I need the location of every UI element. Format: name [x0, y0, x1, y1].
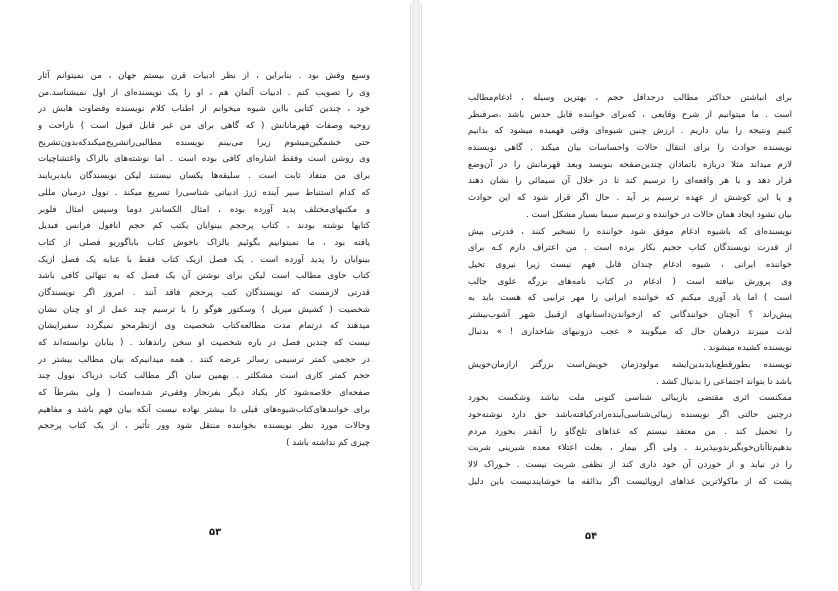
text-line: یافته بود ، ما نمیتوانیم بگوئیم بالزاک باخوش کتاب باباگوریو فصلی از کتاب [38, 237, 370, 248]
text-line: در حجمی کمتر ترسیمی رسائر عرضه کنند . همه میدانیم‌که بیان مطالب بیشتر در [38, 354, 370, 365]
text-line: درچنین حالتی اگر نویسنده زیبائی‌شناسی‌آینده‌را‌درکیافته‌باشد حق دارد نوشته‌خود [468, 410, 792, 421]
text-line: وحالات مورد نظر نویسنده بخواننده منتقل شود وور تأثیر ، از یک کتاب پرحجم [38, 421, 370, 432]
text-line: از قدرت نویسندگان کتاب حجیم بکار برده است . من اعتراف دارم کـه برای [468, 243, 792, 254]
text-line: حتی خشمگین‌میشوم زیرا می‌بینم نویسنده مطالبی‌را‌تشریح‌میکند‌که‌بدون‌تشریح [38, 137, 370, 148]
text-line: نویسنده حوادث را برای انتقال حالات واحساسات بیان میکند . گاهی نویسنده [468, 143, 792, 154]
text-line: است ) اما یاد آوری میکنم که خواننده ایرانی را مهر ترابیی که هست باید به [468, 293, 792, 304]
left-page [4, 4, 411, 586]
text-line: نویسنده‌ای که باشیوه ادغام موفق شود خواننده را تسخیر کنند ، قدرتی بیش [468, 226, 792, 237]
text-line: و مکتبهای‌مختلف پدید آورده بوده ، امثال الکساندر دوما وسپس امثال فلوبر [38, 204, 370, 215]
text-line: وی را تصویب کنم . ادبیات آلمان هم ، او را یک نویسنده‌ای از اول نمیشناسد.من [38, 87, 370, 98]
text-line: قرار دهد و یا هر واقعه‌ای را ترسیم کند تا در خلال آن سیمائی را نشان دهند [468, 176, 792, 187]
text-line: صفحه‌ای خلاصه‌شود کار یکباد دیگر بفرنجار وفقی‌تر شده‌است ( ولی بشرطآ که [38, 388, 370, 399]
text-line: وی روشن است وفقط اشاره‌ای کافی بوده است . اما نوشته‌های بالزاک واغتشاچیات [38, 154, 370, 165]
text-line: میدهند که درتمام مدت مطالعه‌کتاب شخصیت وی ازنظرمحو نمیگردد سفیرایشان [38, 321, 370, 332]
text-line: بینوایان را پدید آورده است . یک فصل ازیک کتاب فقط با عنایه یک فصل ازیک [38, 254, 370, 265]
text-line: چیزی کم نداشته باشد ) [286, 438, 370, 449]
left-page-text [38, 68, 370, 452]
right-page-number: ۵۴ [585, 531, 598, 542]
text-line: نیست که چندین فصل در باره شخصیت او سخن راندهاند . ( بنابان نوانسته‌اند که [38, 338, 370, 348]
left-page-number: ۵۳ [209, 527, 222, 538]
text-line: برای خوانندهای‌کتاب‌شیوه‌های قبلی دا بیشتر نهاده نیست آنکه بیان فهم باشد و مفاهیم [38, 404, 370, 415]
text-line: ممکنست اثری مقتضی بازیبائی شناسی کنونی ملت نباشد وشکست بخورد [468, 393, 792, 404]
text-line: قدرتی لازمست که نویسندگان کتب پرحجم فاقد آنند . امروز اگر نویسندگان [38, 287, 370, 298]
text-line: پشت که از ماکولاترین غذاهای اروپائیست اگر بذائقه ما خوشایندنیست باین دلیل [468, 476, 792, 487]
text-line: لازم میداند مثلا دربازه باتمادان چندین‌صفحه بنویسد وبعد قهرمانش را در آن‌وضع [468, 159, 792, 170]
text-line: نویسنده بطورقطع‌باید‌بدین‌ایشه مولودزمان خویش‌است بزرگتر ازازمان‌خویش [468, 360, 792, 370]
text-line: باشد تا بتواند اجتماعی را بدنبال کشد . [655, 376, 792, 387]
text-line: خواننده ایرانی ، شیوه ادغام چندان قابل فهم نیست زیرا نیروی تخیل [468, 259, 792, 270]
text-line: وسیع وقش بود . بنابراین ، از نظر ادبیات قرن بیستم جهان ، من نمیتوانم آثار [38, 71, 370, 81]
text-line: وی پرورش نیافته است ( ادغام در کتاب نامه‌های بزرگه علوی جالب [468, 276, 792, 287]
text-line: بیان نشود ایجاد همان حالات در خواننده و ترسیم سیما بسیار مشکل است . [526, 209, 792, 220]
right-page [421, 4, 828, 586]
text-line: کتابها نوشته بودند ، کتاب پرحجم بینوایان یکتب کم حجم انافول فرانس فبدیل [38, 221, 370, 232]
text-line: برای انباشتن حداکثر مطالب درحداقل حجم ، بهترین وسیله ، ادغام‌مطالب [468, 93, 792, 103]
text-line: نویسنده کشیده میشوند . [703, 343, 792, 354]
text-line: حجم کمتر کاری است مشکلتر . بهمین سان اگر مطالب کتاب درباک نوول چند [38, 371, 370, 382]
text-line: را تحمیل کند . من معتقد نیستم که غذا‌های تلخ‌گاو را آنقدر بخورد مردم [468, 426, 792, 437]
text-line: کنیم ونتیجه را بیان داریم . ارزش چنین شیوه‌ای وقتی فهمیده میشود که بدانیم [468, 126, 792, 137]
text-line: شخصیت ( کشیش میریل ) وسکتور هوگو را با ترسیم چند عمل از او چنان نشان [38, 304, 370, 315]
text-line: که کدام استنباط سیر آینده ژرژ ادبیاتی شناسی‌را تسریع میکند . نوول درمیان مللی [38, 187, 370, 198]
text-line: لذت میبرند درهمان حال که میگویند « عجب درونیهای شاخداری ! » بدنبال [468, 326, 792, 337]
text-line: است . ما میتوانیم از شرح وقایعی ، که‌برای خواننده قابل حدس باشد ،صرفنظر [468, 109, 792, 120]
book-gutter [412, 0, 420, 591]
text-line: را در نیابد و از خوردن آن خود داری کند از نظفی شربت نیست . خـوراک لالا [468, 460, 792, 471]
right-page-text [468, 90, 792, 491]
text-line: روحیه وصفات قهرمانانش ( که گاهی برای من غیر قابل قبول است ) ناراحت و [38, 121, 370, 132]
text-line: برای من متفاد ثابت است . سلیقه‌ها یکسان نیستند لیکن نویسندگان بایدبربایند [38, 171, 370, 182]
text-line: پیش‌راند ؟ آنچنان خوانندگانی که ازخواندن‌داستانهای ازقبیل شهر آشوب‌بیشتر [468, 309, 792, 320]
text-line: و یا این کوشش از عهده ترسیم بر آید . حال اگر قرار شود که این حوادث [468, 193, 792, 204]
text-line: خود ، چندین کتابی بااین شیوه میخوانم از اطناب کلام نویسنده وقضاوت هایش در [38, 104, 370, 115]
text-line: کتاب حاوی مطالب است لیکن برای نوشتن آن یک فصل که به تنهائی کافی باشد [38, 271, 370, 282]
text-line: بدهیم‌تاآنان‌خو‌بگیرند‌وبپذیرند . ولی اگر بیمار ، بعلت اعتلاء معده شیرینی شربت [468, 443, 792, 454]
